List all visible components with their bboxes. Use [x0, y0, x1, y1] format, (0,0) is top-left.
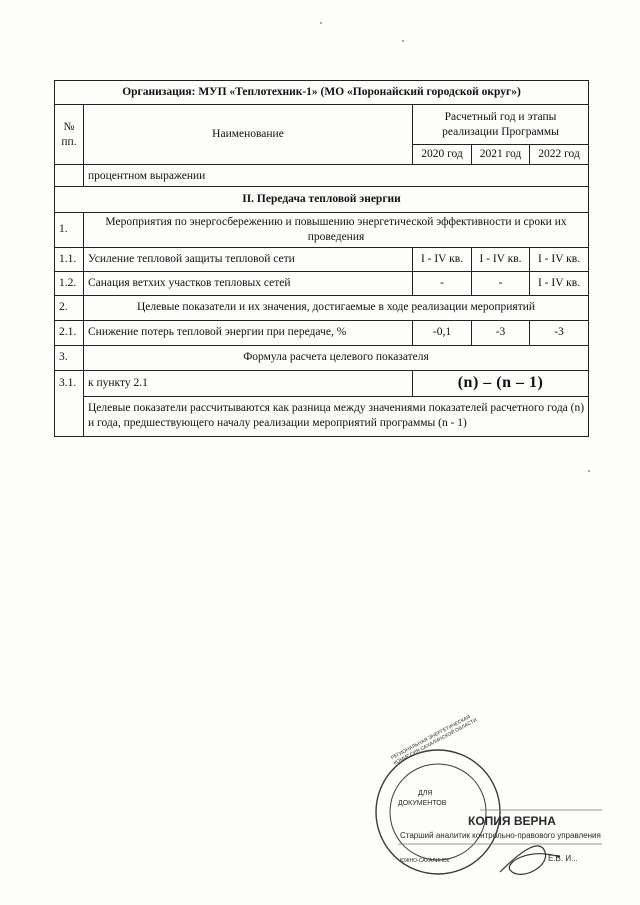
year-2021-header: 2021 год	[472, 145, 530, 165]
stamp-copy-label: КОПИЯ ВЕРНА	[468, 814, 556, 828]
stamp-ring-text: РЕГИОНАЛЬНАЯ ЭНЕРГЕТИЧЕСКАЯ КОМИССИЯ САХАЛИНСКОЙ ОБЛАСТИ	[390, 714, 479, 767]
row-2-1-2020: -0,1	[413, 320, 472, 345]
row-2-1-2021: -3	[472, 320, 530, 345]
row-1-1-text: Усиление тепловой защиты тепловой сети	[84, 247, 413, 271]
stamp-position: Старший аналитик контрольно-правового управления	[400, 831, 601, 840]
row-3-1-num: 3.1.	[55, 370, 84, 436]
row-1-num: 1.	[55, 213, 84, 248]
name-header: Наименование	[84, 105, 413, 165]
section-2-title: II. Передача тепловой энергии	[55, 187, 589, 213]
row-2-1-text: Снижение потерь тепловой энергии при передаче, %	[84, 320, 413, 345]
row-1-1-2020: I - IV кв.	[413, 247, 472, 271]
row-3-1-text: к пункту 2.1	[84, 370, 413, 396]
continuation-num	[55, 165, 84, 187]
row-3-text: Формула расчета целевого показателя	[84, 345, 589, 370]
continuation-text: процентном выражении	[84, 165, 589, 187]
scan-speck	[402, 40, 404, 42]
stamp-bottom-ring: ЮЖНО-САХАЛИНСК	[400, 858, 450, 864]
row-1-1-2021: I - IV кв.	[472, 247, 530, 271]
row-1-1-num: 1.1.	[55, 247, 84, 271]
row-2-1-2022: -3	[530, 320, 589, 345]
formula-note: Целевые показатели рассчитываются как разница между значениями показателей расчетного года (n) и года, предшествующего началу реализации мероприятий программы (n - 1)	[84, 396, 589, 436]
period-header: Расчетный год и этапы реализации Программы	[413, 105, 589, 145]
row-1-1-2022: I - IV кв.	[530, 247, 589, 271]
organization-title: Организация: МУП «Теплотехник-1» (МО «Поронайский городской округ»)	[55, 81, 589, 105]
formula: (n) – (n – 1)	[413, 370, 589, 396]
scan-speck	[588, 470, 590, 472]
stamp-center-top: ДЛЯ	[418, 790, 433, 797]
num-header: № пп.	[55, 105, 84, 165]
row-2-num: 2.	[55, 295, 84, 320]
row-1-2-2022: I - IV кв.	[530, 271, 589, 295]
row-2-1-num: 2.1.	[55, 320, 84, 345]
document-table	[54, 80, 589, 437]
stamp-name: Е.В. И...	[548, 854, 578, 863]
official-stamp	[370, 714, 610, 892]
row-1-text: Мероприятия по энергосбережению и повышению энергетической эффективности и сроки их проведения	[84, 213, 589, 248]
row-1-2-2020: -	[413, 271, 472, 295]
year-2022-header: 2022 год	[530, 145, 589, 165]
row-1-2-2021: -	[472, 271, 530, 295]
row-2-text: Целевые показатели и их значения, достигаемые в ходе реализации мероприятий	[84, 295, 589, 320]
year-2020-header: 2020 год	[413, 145, 472, 165]
row-1-2-num: 1.2.	[55, 271, 84, 295]
scan-speck	[320, 22, 322, 24]
row-3-num: 3.	[55, 345, 84, 370]
row-1-2-text: Санация ветхих участков тепловых сетей	[84, 271, 413, 295]
stamp-center-mid: ДОКУМЕНТОВ	[398, 800, 447, 807]
